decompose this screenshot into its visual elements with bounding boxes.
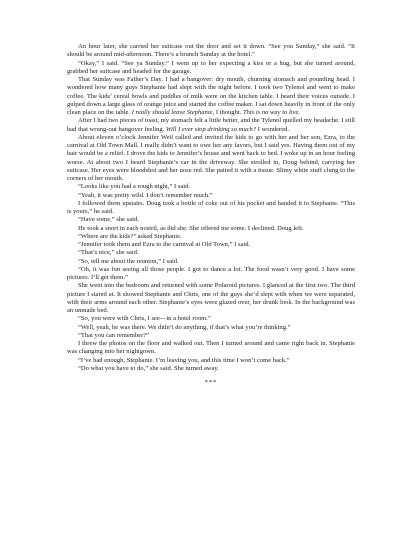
paragraph xyxy=(67,216,355,224)
paragraph xyxy=(67,117,355,134)
paragraph xyxy=(67,134,355,184)
paragraph xyxy=(67,76,355,117)
text-run: “That’s nice,” she said. xyxy=(78,249,139,257)
paragraph xyxy=(67,266,355,283)
italic-text: This is no way to live. xyxy=(242,109,301,116)
text-run: “Oh, it was fun seeing all those people. I got to dance a lot. The food wasn’t very good. I have some pictures. I’ll get them.” xyxy=(67,265,355,281)
paragraph xyxy=(67,332,355,340)
text-run: “Jennifer took them and Ezra to the carnival at Old Town,” I said. xyxy=(78,241,251,248)
text-run: After I had two pieces of toast, my stomach felt a little better, and the Tylenol quelled my headache. I still had that wrung-out hangover feeling. xyxy=(67,117,355,133)
paragraph xyxy=(67,315,355,323)
text-run: He took a snort in each nostril, as did she. She offered me some. I declined. Doug left. xyxy=(78,224,304,232)
text-run: “I’ve had enough, Stephanie. I’m leaving you, and this time I won’t come back.” xyxy=(78,356,290,364)
paragraph xyxy=(67,241,355,249)
text-run: “So, you were with Chris, I see—in a hotel room.” xyxy=(78,315,211,323)
paragraph xyxy=(67,324,355,332)
paragraph xyxy=(67,258,355,266)
paragraph xyxy=(67,282,355,315)
text-run: “So, tell me about the reunion,” I said. xyxy=(78,257,179,265)
paragraph xyxy=(67,233,355,241)
text-run: That Sunday was Father’s Day. I had a hangover: dry mouth, churning stomach and pounding head. I wondered how many guys Stephanie had slept with the night before. I took two Tylenol and went to make coffee. The kids’ cereal bowls and puddles of milk were on the kitchen table. I heard their voices outside. I gulped down a large glass of orange juice and started the coffee maker. I sat down heavily in front of the only clean place on the table. xyxy=(67,76,355,116)
italic-text: I really should leave Stephanie, xyxy=(131,109,215,116)
text-run: I followed them upstairs. Doug took a bottle of coke out of his pocket and handed it to Stephanie. “This is yours,” he said. xyxy=(67,199,355,215)
paragraph xyxy=(67,249,355,257)
paragraph xyxy=(67,43,355,60)
document-page xyxy=(67,43,355,387)
paragraph xyxy=(67,357,355,365)
text-run: “Looks like you had a rough night,” I said. xyxy=(78,183,191,191)
body-text xyxy=(67,43,355,373)
text-run: About eleven o’clock Jennifer Weil called and invited the kids to go with her and her son, Ezra, to the carnival at Old Town Mall. I really didn’t want to owe her any favors, but I said yes. Having them out of my hair would be a relief. I drove the kids to Jennifer’s house and went back to bed. I woke up in an hour feeling worse. At about two I heard Stephanie’s car in the driveway. She strolled in, Doug behind, carrying her suitcase. Her eyes were bloodshot and her nose red. She patted it with a tissue. Slimy white stuff clung to the corners of her mouth. xyxy=(67,133,355,182)
paragraph xyxy=(67,183,355,191)
paragraph xyxy=(67,340,355,357)
text-run: “Okay,” I said. “See ya Sunday.” I went up to her expecting a kiss or a hug, but she turned around, grabbed her suitcase and headed for the garage. xyxy=(67,59,355,75)
paragraph xyxy=(67,192,355,200)
text-run: I threw the photos on the floor and walked out. Then I turned around and came right back in. Stephanie was changing into her nightgown. xyxy=(67,340,355,356)
paragraph xyxy=(67,60,355,77)
text-run: “Well, yeah, he was there. We didn’t do anything, if that’s what you’re thinking.” xyxy=(78,323,291,331)
section-separator: *** xyxy=(204,379,218,386)
paragraph xyxy=(67,225,355,233)
text-run: An hour later, she carried her suitcase out the door and set it down. “See you Sunday,” she said. “It should be around mid-afternoon. There’s a brunch Sunday at the hotel.” xyxy=(67,43,355,59)
text-run: “That you can remember?” xyxy=(78,331,150,339)
text-run: “Where are the kids?” asked Stephanie. xyxy=(78,232,182,240)
paragraph xyxy=(67,365,355,373)
text-run: I wondered. xyxy=(256,125,290,133)
text-run: She went into the bedroom and returned with some Polaroid pictures. I glanced at the first two. The third picture I stared at. It showed Stephanie and Chris, one of the guys she’d slept with when we were separated, with their arms around each other. Stephanie’s eyes were glazed over, her drunk look. In the background was an unmade bed. xyxy=(67,282,355,314)
paragraph xyxy=(67,200,355,217)
italic-text: Will I ever stop drinking so much? xyxy=(165,125,257,133)
text-run: I thought. xyxy=(214,109,243,116)
text-run: “Do what you have to do,” she said. She turned away. xyxy=(78,364,219,372)
text-run: “Yeah, it was pretty wild. I don’t remember much.” xyxy=(78,191,213,199)
text-run: “Have some,” she said. xyxy=(78,216,139,224)
